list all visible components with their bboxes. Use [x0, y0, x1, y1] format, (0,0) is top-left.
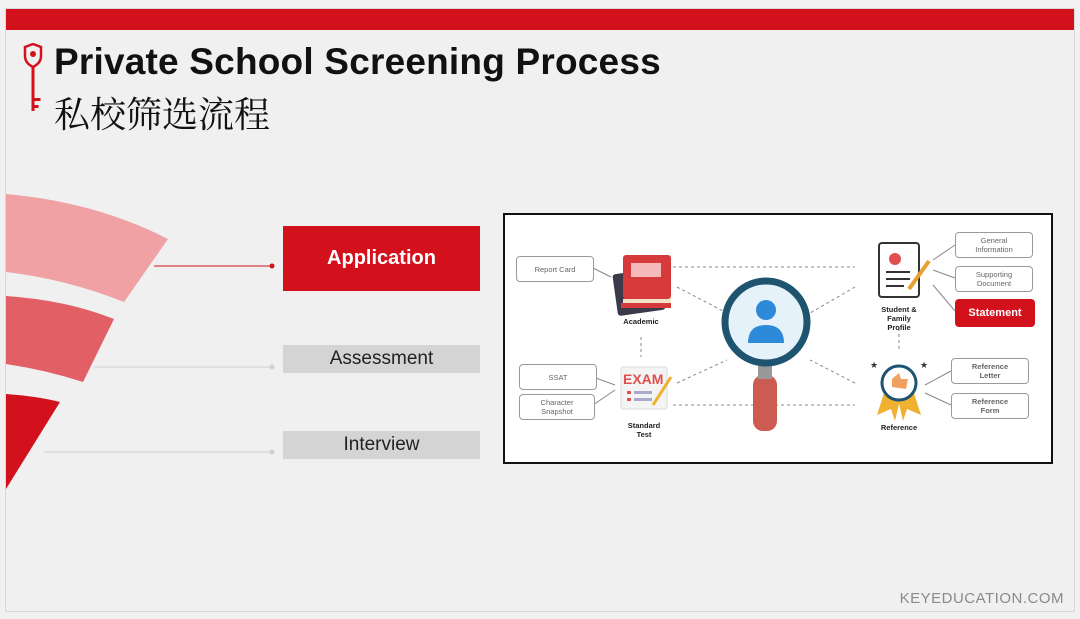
box-reference-letter: Reference Letter: [951, 358, 1029, 384]
caption-student-family-profile: Student & Family Profile: [881, 305, 917, 332]
footer-brand: KEYEDUCATION.COM: [899, 590, 1064, 607]
top-red-bar: [6, 9, 1074, 30]
funnel-graphic: [6, 184, 286, 504]
profile-document-icon: [879, 243, 929, 297]
exam-sheet-icon: [621, 367, 671, 409]
academic-books-icon: [612, 255, 671, 316]
box-supporting-document: Supporting Document: [955, 266, 1033, 292]
caption-standard-test: Standard Test: [627, 421, 661, 439]
funnel-band-3: [6, 394, 60, 489]
funnel-band-1: [6, 194, 168, 302]
box-statement: Statement: [955, 299, 1035, 327]
box-report-card: Report Card: [516, 256, 594, 282]
caption-reference: Reference: [880, 423, 918, 432]
reference-ribbon-icon: [870, 360, 928, 421]
exam-icon-text: EXAM: [623, 371, 664, 387]
svg-text:★: ★: [920, 360, 929, 370]
magnifier-person-icon: [725, 281, 807, 431]
step-interview: Interview: [283, 431, 480, 459]
box-character-snapshot: Character Snapshot: [519, 394, 595, 420]
key-shield-logo-icon: [22, 43, 44, 113]
box-general-information: General Information: [955, 232, 1033, 258]
step-assessment: Assessment: [283, 345, 480, 373]
screening-diagram-panel: [503, 213, 1053, 464]
funnel-band-2: [6, 296, 114, 382]
box-reference-form: Reference Form: [951, 393, 1029, 419]
box-ssat: SSAT: [519, 364, 597, 390]
caption-academic: Academic: [623, 317, 659, 326]
step-application: Application: [283, 226, 480, 291]
svg-text:★: ★: [870, 360, 879, 370]
slide: [5, 8, 1075, 612]
page-title: Private School Screening Process: [54, 41, 661, 82]
page-subtitle-chinese: 私校筛选流程: [54, 95, 271, 136]
